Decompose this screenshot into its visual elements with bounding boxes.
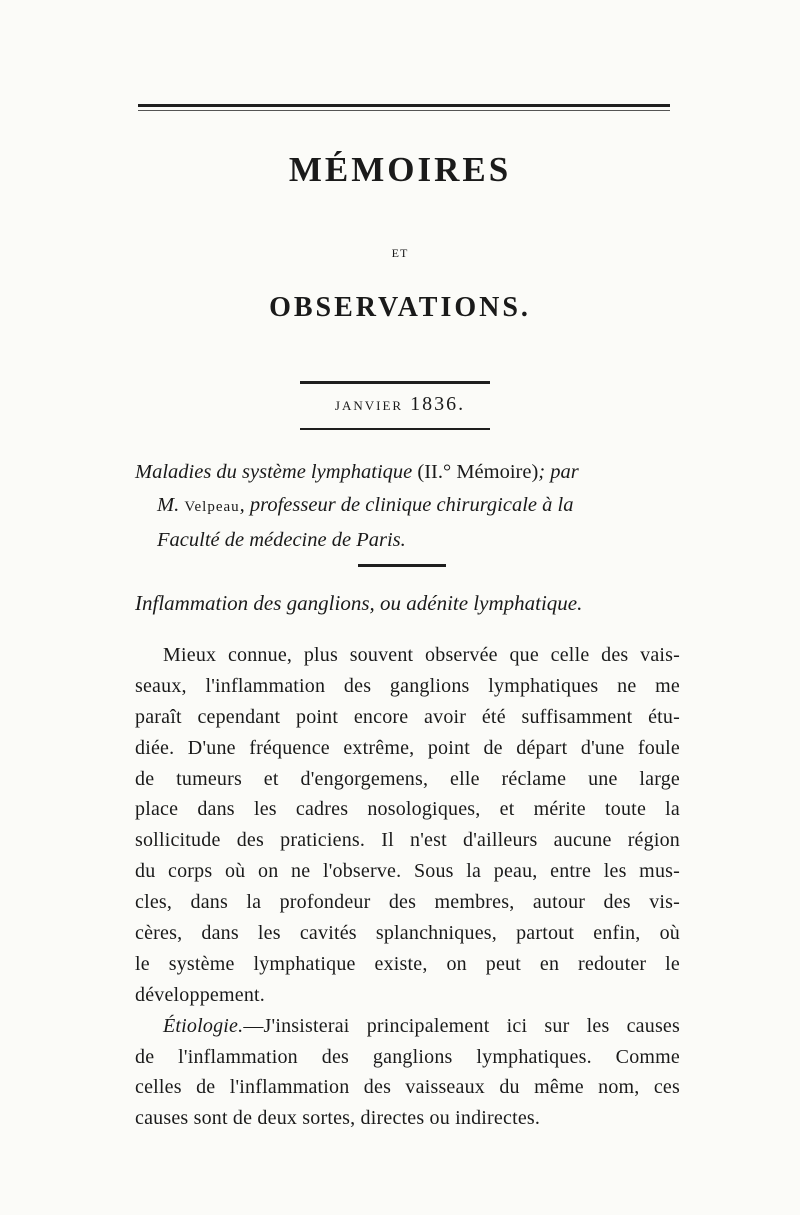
paragraph-line: causes sont de deux sortes, directes ou indirectes. xyxy=(135,1107,541,1130)
paragraph-line: de l'inflammation des ganglions lymphatiques. Comme xyxy=(135,1045,680,1068)
top-rule xyxy=(138,104,670,107)
title-conjunction: ET xyxy=(391,246,409,260)
paragraph-line: cères, dans les cavités splanchniques, partout enfin, où xyxy=(135,922,680,945)
article-by: ; par xyxy=(538,461,579,483)
paragraph-line: celles de l'inflammation des vaisseaux du même nom, ces xyxy=(135,1076,680,1099)
memoir-number: (II.° Mémoire) xyxy=(417,461,539,483)
top-rule-thin xyxy=(138,110,670,111)
paragraph-line: cles, dans la profondeur des membres, autour des vis- xyxy=(135,891,680,914)
paragraph-line: place dans les cadres nosologiques, et mérite toute la xyxy=(135,798,680,821)
paragraph-line: sollicitude des praticiens. Il n'est d'ailleurs aucune région xyxy=(135,829,680,852)
date-rule-top xyxy=(300,381,490,384)
date-year: 1836. xyxy=(410,393,466,415)
etiology-heading: Étiologie. xyxy=(163,1014,244,1037)
article-title-line-1 xyxy=(135,456,680,489)
article-title xyxy=(135,456,680,557)
body-text xyxy=(135,640,680,1134)
author-prefix: M. xyxy=(157,494,180,516)
article-subject: Maladies du système lymphatique xyxy=(135,461,413,483)
date-month: JANVIER xyxy=(334,398,404,413)
section-divider xyxy=(358,564,446,567)
paragraph-line: paraît cependant point encore avoir été suffisamment étu- xyxy=(135,705,680,728)
author-name: Velpeau xyxy=(184,499,240,515)
title-observations: OBSERVATIONS. xyxy=(269,292,531,323)
paragraph-line: le système lymphatique existe, on peut en redouter le xyxy=(135,952,680,975)
date-rule-bottom xyxy=(300,428,490,430)
paragraph-line: Mieux connue, plus souvent observée que celle des vais- xyxy=(163,644,680,666)
etiology-text: —J'insisterai principalement ici sur les causes xyxy=(243,1014,680,1037)
paragraph-line: du corps où on ne l'observe. Sous la peau, entre les mus- xyxy=(135,860,680,883)
article-title-line-3: Faculté de médecine de Paris. xyxy=(157,529,406,551)
paragraph-line: de tumeurs et d'engorgemens, elle réclame une large xyxy=(135,767,680,790)
paragraph-line: diée. D'une fréquence extrême, point de départ d'une foule xyxy=(135,736,680,759)
title-memoires: MÉMOIRES xyxy=(288,150,512,189)
author-title: , professeur de clinique chirurgicale à la xyxy=(239,494,574,516)
paragraph-line: seaux, l'inflammation des ganglions lymphatiques ne me xyxy=(135,674,680,697)
section-heading: Inflammation des ganglions, ou adénite lymphatique. xyxy=(135,591,583,615)
paragraph-line: développement. xyxy=(135,983,265,1006)
article-title-line-2 xyxy=(135,489,680,524)
etiology-line xyxy=(135,1011,680,1042)
issue-date xyxy=(0,393,800,416)
